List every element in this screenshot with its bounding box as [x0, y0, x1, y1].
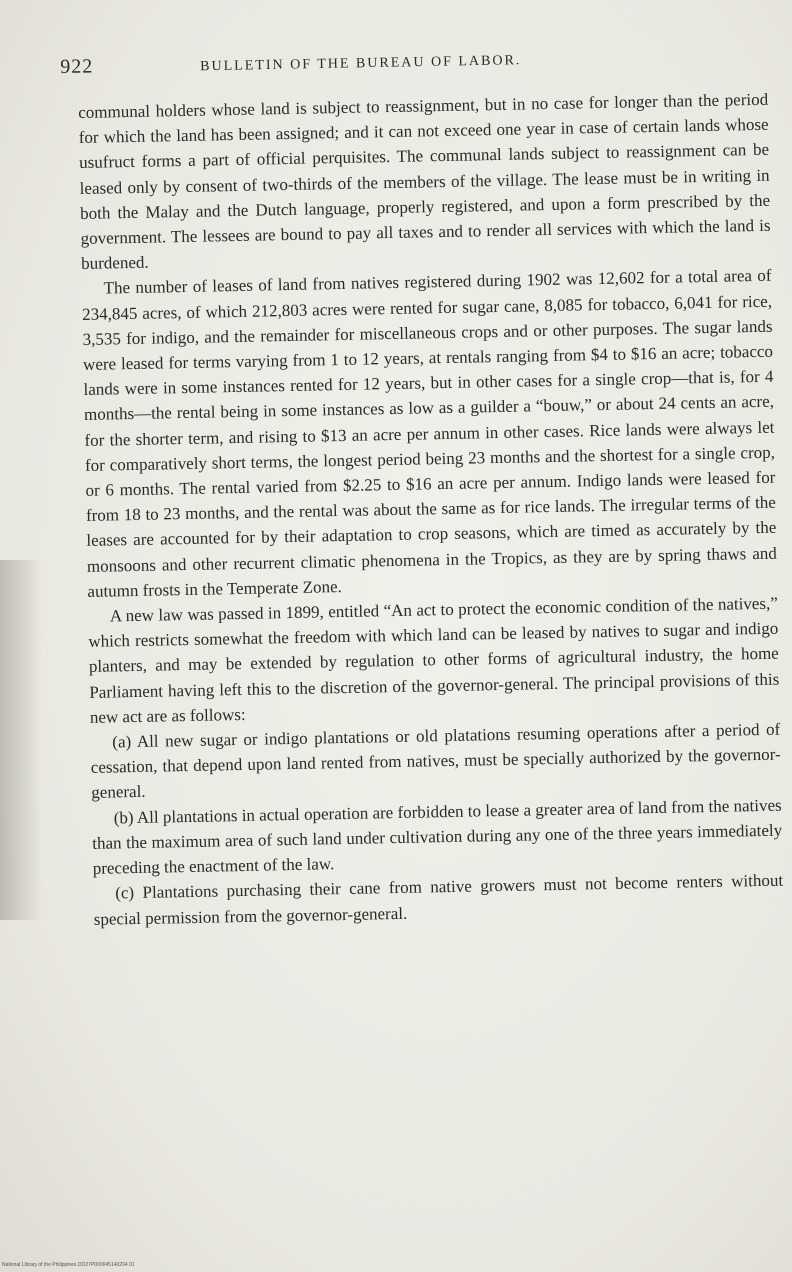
binding-shadow [0, 560, 42, 920]
page-number: 922 [60, 55, 94, 78]
page-header [60, 43, 750, 86]
paragraph: communal holders whose land is subject to reassignment, but in no case for longer than the period for which the land has been assigned; and it can not exceed one year in case of certain lands whose usufruct forms a part of official perquisites. The communal lands subject to reassignment can be leased only by consent of two-thirds of the members of the village. The lease must be in writing in both the Malay and the Dutch language, properly registered, and upon a form prescribed by the government. The lessees are bound to pay all taxes and to render all services with which the land is burdened. [78, 89, 771, 274]
paragraph: A new law was passed in 1899, entitled “An act to protect the economic condition of the natives,” which restricts somewhat the freedom with which land can be leased by natives to sugar and indigo planters, and may be extended by regulation to other forms of agricultural industry, the home Parliament having left this to the discretion of the governor-general. The principal provisions of this new act are as follows: [88, 593, 780, 727]
body-text [78, 87, 784, 932]
running-head: BULLETIN OF THE BUREAU OF LABOR. [200, 53, 522, 75]
scan-credit: National Library of the Philippines DO27P000045140204 01 [2, 1262, 135, 1268]
list-item: (c) Plantations purchasing their cane from native growers must not become renters without special permission from the governor-general. [93, 870, 784, 929]
list-item: (b) All plantations in actual operation are forbidden to lease a greater area of land from the natives than the maximum area of such land under cultivation during any one of the three years immediately preceding the enactment of the law. [92, 795, 783, 878]
list-item: (a) All new sugar or indigo plantations or old platations resuming operations after a period of cessation, that depend upon land rented from natives, must be specially authorized by the governor-general. [90, 719, 781, 803]
paragraph: The number of leases of land from natives registered during 1902 was 12,602 for a total area of 234,845 acres, of which 212,803 acres were rented for sugar cane, 8,085 for tobacco, 6,041 for rice, 3,535 for indigo, and the remainder for miscellaneous crops and or other purposes. The sugar lands were leased for terms varying from 1 to 12 years, at rentals ranging from $4 to $16 an acre; tobacco lands were in some instances rented for 12 years, but in other cases for a single crop—that is, for 4 months—the rental being in some instances as low as a guilder a “bouw,” or about 24 cents an acre, for the shorter term, and rising to $13 an acre per annum in other cases. Rice lands were always let for comparatively short terms, the longest period being 23 months and the shortest for a single crop, or 6 months. The rental varied from $2.25 to $16 an acre per annum. Indigo lands were leased for from 18 to 23 months, and the rental was about the same as for rice lands. The irregular terms of the leases are accounted for by their adaptation to crop seasons, which are timed as accurately by the monsoons and other recurrent climatic phenomena in the Tropics, as they are by spring thaws and autumn frosts in the Temperate Zone. [81, 266, 778, 601]
